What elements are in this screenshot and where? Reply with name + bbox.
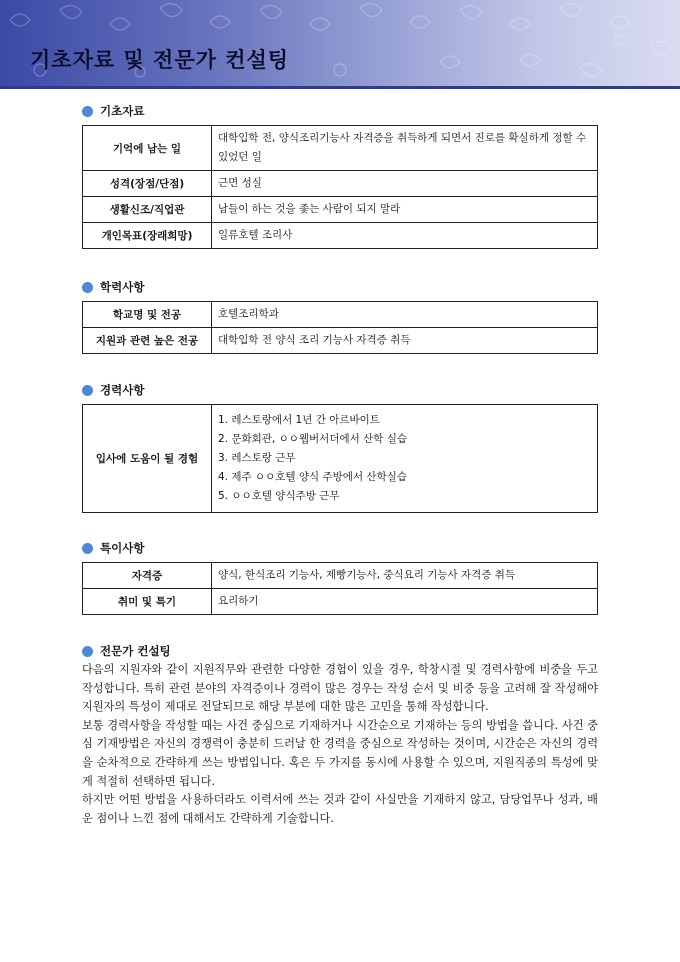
table-row bbox=[83, 589, 598, 615]
banner-divider bbox=[0, 86, 680, 89]
list-item: 1. 레스토랑에서 1년 간 아르바이트 bbox=[218, 414, 380, 426]
list-item: 4. 제주 ㅇㅇ호텔 양식 주방에서 산학실습 bbox=[218, 471, 407, 483]
row-label: 입사에 도움이 될 경험 bbox=[83, 405, 212, 513]
row-value: 요리하기 bbox=[212, 589, 598, 615]
career-list bbox=[212, 405, 598, 513]
row-label: 지원과 관련 높은 전공 bbox=[83, 328, 212, 354]
consulting-paragraph: 보통 경력사항을 작성할 때는 사건 중심으로 기재하거나 시간순으로 기재하는 등의 방법을 씁니다. 사건 중심 기재방법은 자신의 경쟁력이 충분히 드러날 한 경력을 중심으로 작성하는 것이며, 시간순은 자신의 경력을 순차적으로 간략하게 쓰는 방법입니다. 혹은 두 가지를 동시에 사용할 수 있으며, 지원직종의 특성에 맞게 적절히 선택하면 됩니다. bbox=[82, 718, 598, 788]
bullet-icon bbox=[82, 543, 93, 554]
section-header bbox=[82, 103, 598, 119]
list-item: 2. 문화회관, ㅇㅇ웹버서더에서 산학 실습 bbox=[218, 433, 407, 445]
bullet-icon bbox=[82, 646, 93, 657]
bullet-icon bbox=[82, 106, 93, 117]
table-row bbox=[83, 563, 598, 589]
section-header bbox=[82, 382, 598, 398]
section-title: 특이사항 bbox=[100, 541, 145, 555]
career-table bbox=[82, 404, 598, 513]
table-row bbox=[83, 126, 598, 171]
education-table bbox=[82, 301, 598, 354]
section-title: 경력사항 bbox=[100, 383, 145, 397]
row-value: 대학입학 전, 양식조리기능사 자격증을 취득하게 되면서 진로를 확실하게 정할 수 있었던 일 bbox=[212, 126, 598, 171]
row-label: 성격(장점/단점) bbox=[83, 171, 212, 197]
row-value: 양식, 한식조리 기능사, 제빵기능사, 중식요리 기능사 자격증 취득 bbox=[212, 563, 598, 589]
special-table bbox=[82, 562, 598, 615]
table-row bbox=[83, 171, 598, 197]
section-header bbox=[82, 540, 598, 556]
table-row bbox=[83, 405, 598, 513]
consulting-paragraph: 다음의 지원자와 같이 지원직무와 관련한 다양한 경험이 있을 경우, 학창시절 및 경력사항에 비중을 두고 작성합니다. 특히 관련 분야의 자격증이나 경력이 많은 경우는 작성 순서 및 비중 등을 고려해 잘 작성해야 지원자의 특성이 제대로 전달되므로 해당 부분에 대한 많은 고민을 통해 작성합니다. bbox=[82, 663, 598, 714]
table-row bbox=[83, 328, 598, 354]
row-value: 근면 성실 bbox=[212, 171, 598, 197]
section-header bbox=[82, 279, 598, 295]
row-value: 일류호텔 조리사 bbox=[212, 223, 598, 249]
education-section bbox=[82, 279, 598, 354]
row-label: 기억에 남는 일 bbox=[83, 126, 212, 171]
row-label: 취미 및 특기 bbox=[83, 589, 212, 615]
table-row bbox=[83, 197, 598, 223]
row-label: 자격증 bbox=[83, 563, 212, 589]
bullet-icon bbox=[82, 282, 93, 293]
row-value: 대학입학 전 양식 조리 기능사 자격증 취득 bbox=[212, 328, 598, 354]
table-row bbox=[83, 302, 598, 328]
basic-info-section bbox=[82, 103, 598, 249]
special-section bbox=[82, 540, 598, 615]
consulting-paragraph: 하지만 어떤 방법을 사용하더라도 이력서에 쓰는 것과 같이 사실만을 기재하지 않고, 담당업무나 성과, 배운 점이나 느낀 점에 대해서도 간략하게 기술합니다. bbox=[82, 793, 598, 825]
section-title: 기초자료 bbox=[100, 104, 145, 118]
career-section bbox=[82, 382, 598, 513]
section-header bbox=[82, 643, 598, 659]
basic-info-table bbox=[82, 125, 598, 249]
bullet-icon bbox=[82, 385, 93, 396]
header-banner bbox=[0, 0, 680, 86]
row-value: 호텔조리학과 bbox=[212, 302, 598, 328]
row-value: 남들이 하는 것을 좇는 사람이 되지 말라 bbox=[212, 197, 598, 223]
section-title: 전문가 컨설팅 bbox=[100, 644, 171, 658]
row-label: 생활신조/직업관 bbox=[83, 197, 212, 223]
consulting-section bbox=[82, 643, 598, 828]
section-title: 학력사항 bbox=[100, 280, 145, 294]
page-title: 기초자료 및 전문가 컨설팅 bbox=[30, 48, 290, 72]
row-label: 학교명 및 전공 bbox=[83, 302, 212, 328]
list-item: 5. ㅇㅇ호텔 양식주방 근무 bbox=[218, 490, 340, 502]
table-row bbox=[83, 223, 598, 249]
list-item: 3. 레스토랑 근무 bbox=[218, 452, 296, 464]
row-label: 개인목표(장래희망) bbox=[83, 223, 212, 249]
